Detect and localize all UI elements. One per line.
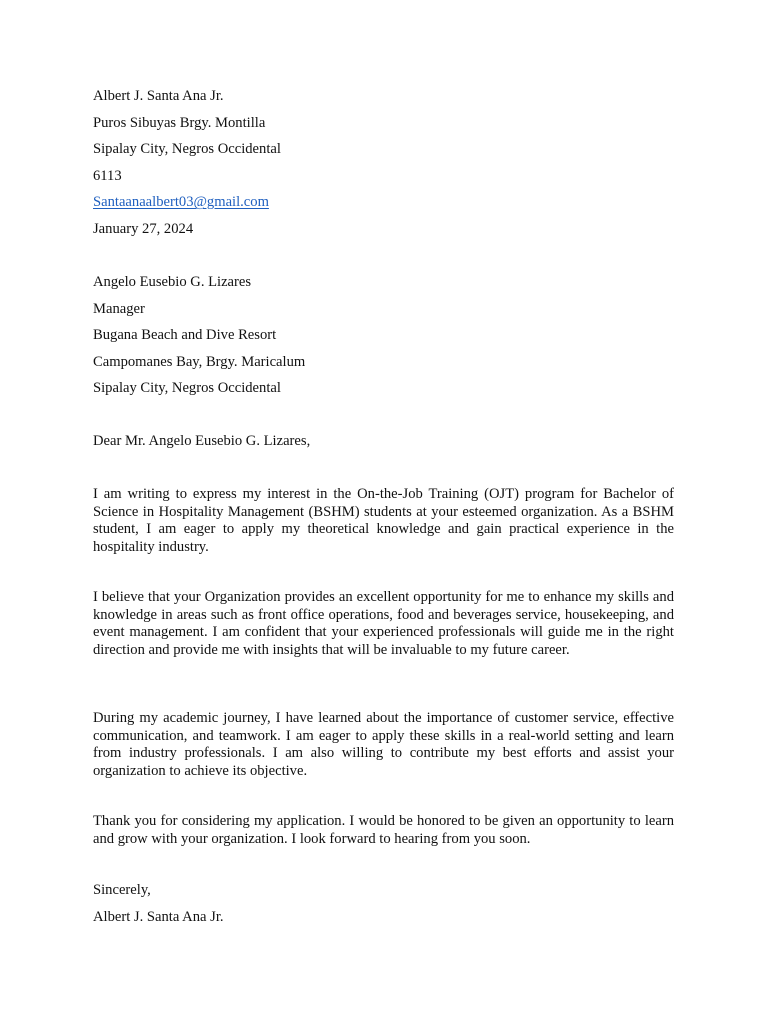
salutation-block [93,431,674,458]
letter-date: January 27, 2024 [93,220,194,237]
sender-postal-code: 6113 [93,167,122,184]
recipient-name: Angelo Eusebio G. Lizares [93,274,252,290]
sender-address-line2: Sipalay City, Negros Occidental [93,141,281,157]
recipient-block [93,272,674,405]
body-paragraph-3: During my academic journey, I have learned about the importance of customer service, effective communication, and teamwork. I am eager to apply these skills in a real-world setting and learn from industry professionals. I am also willing to contribute my best efforts and assist your organization to achieve its objective. [93,710,674,779]
body-paragraph-4: Thank you for considering my application. I would be honored to be given an opportunity to learn and grow with your organization. I look forward to hearing from you soon. [93,813,674,847]
recipient-title: Manager [93,300,145,317]
sender-block [93,86,674,245]
salutation: Dear Mr. Angelo Eusebio G. Lizares, [93,433,311,449]
body-paragraph-2: I believe that your Organization provides an excellent opportunity for me to enhance my skills and knowledge in areas such as front office operations, food and beverages service, housekeeping, and event management. I am confident that your experienced professionals will guide me in the right direction and provide me with insights that will be invaluable to my future career. [93,589,674,658]
body-paragraph-1: I am writing to express my interest in the On-the-Job Training (OJT) program for Bachelor of Science in Hospitality Management (BSHM) students at your esteemed organization. As a BSHM student, I am eager to apply my theoretical knowledge and gain practical experience in the hospitality industry. [93,486,674,555]
sender-email-line [93,192,674,219]
sender-name: Albert J. Santa Ana Jr. [93,88,224,104]
sender-email-link[interactable]: Santaanaalbert03@gmail.com [93,194,269,210]
valediction: Sincerely, [93,882,151,898]
closing-block [93,880,674,933]
sender-address-line1: Puros Sibuyas Brgy. Montilla [93,114,266,131]
recipient-address-line1: Campomanes Bay, Brgy. Maricalum [93,353,306,370]
recipient-address-line2: Sipalay City, Negros Occidental [93,380,281,396]
recipient-company: Bugana Beach and Dive Resort [93,327,277,343]
signature-name: Albert J. Santa Ana Jr. [93,908,224,925]
